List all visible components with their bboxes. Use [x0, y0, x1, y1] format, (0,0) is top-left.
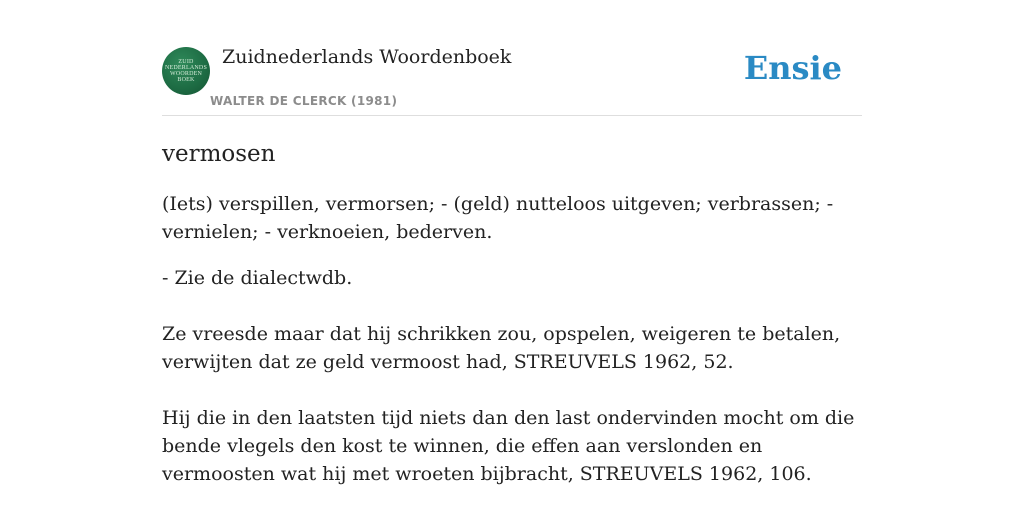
- logo-line: NEDERLANDS: [165, 65, 207, 71]
- entry-definition: (Iets) verspillen, vermorsen; - (geld) nutteloos uitgeven; verbrassen; - vernielen; - verknoeien, bederven.: [162, 193, 834, 243]
- entry-quote: Hij die in den laatsten tijd niets dan den last ondervinden mocht om die bende vlegels den kost te winnen, die effen aan verslonden en vermoosten wat hij met wroeten bijbracht, STREUVELS 1962, 106.: [162, 407, 855, 485]
- dictionary-title-link[interactable]: Zuidnederlands Woordenboek: [222, 46, 512, 68]
- logo-line: ZUID: [178, 59, 194, 65]
- page: [162, 0, 862, 488]
- ensie-brand-logo[interactable]: Ensie: [743, 49, 842, 87]
- entry-body: [162, 190, 862, 488]
- dictionary-logo[interactable]: [162, 47, 210, 95]
- logo-line: WOORDEN: [169, 71, 203, 77]
- dictionary-header: [162, 45, 862, 116]
- dictionary-author: WALTER DE CLERCK (1981): [210, 94, 398, 108]
- logo-line: BOEK: [177, 77, 195, 83]
- entry-reference: - Zie de dialectwdb.: [162, 267, 353, 289]
- entry-quote: Ze vreesde maar dat hij schrikken zou, opspelen, weigeren te betalen, verwijten dat ze geld vermoost had, STREUVELS 1962, 52.: [162, 323, 841, 373]
- entry-headword: vermosen: [162, 141, 276, 167]
